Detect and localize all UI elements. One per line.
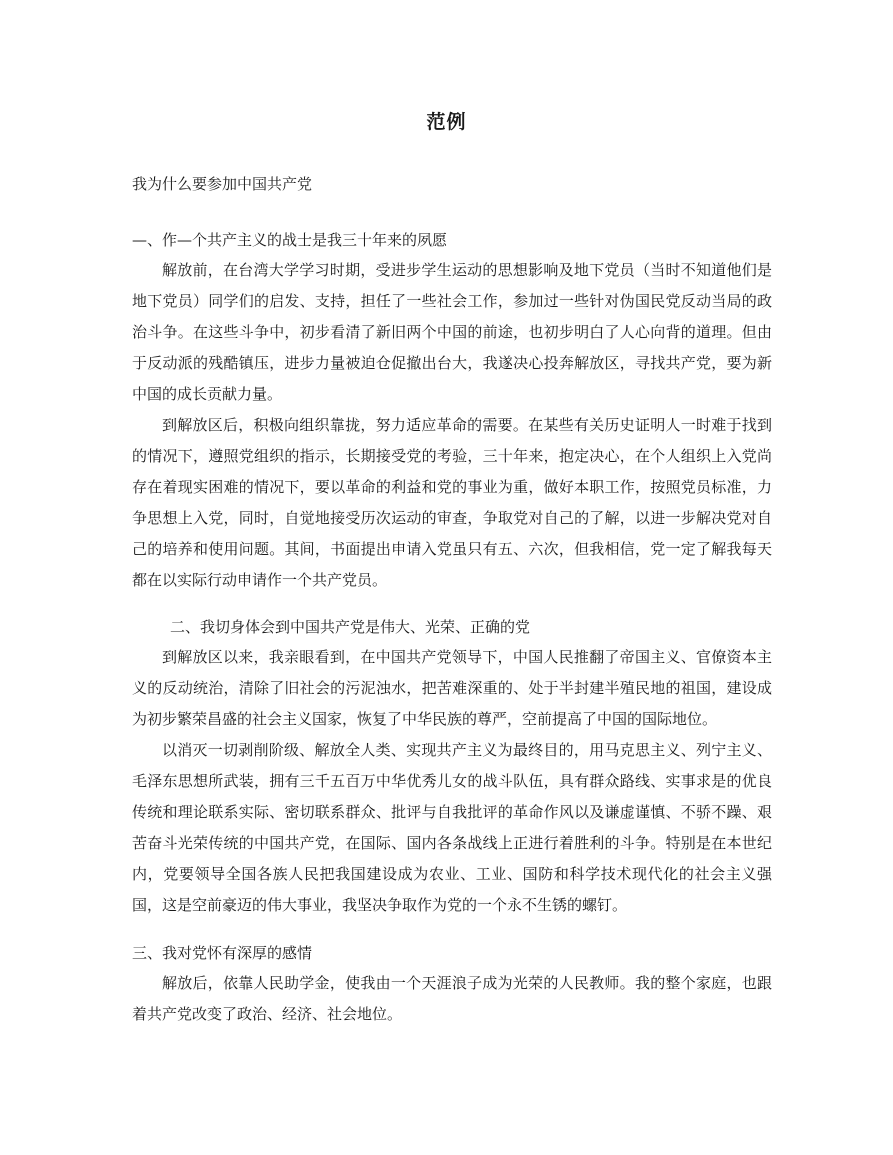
paragraph: 到解放区后，积极向组织靠拢，努力适应革命的需要。在某些有关历史证明人一时难于找到的情况下，遵照党组织的指示，长期接受党的考验，三十年来，抱定决心，在个人组织上入党尚存在着现实困难的情况下，要以革命的利益和党的事业为重，做好本职工作，按照党员标准，力争思想上入党，同时，自觉地接受历次运动的审查，争取党对自己的了解，以进一步解决党对自己的培养和使用问题。其间，书面提出申请入党虽只有五、六次，但我相信，党一定了解我每天都在以实际行动申请作一个共产党员。 [132, 416, 772, 589]
paragraph: 解放前，在台湾大学学习时期，受进步学生运动的思想影响及地下党员（当时不知道他们是地下党员）同学们的启发、支持，担任了一些社会工作，参加过一些针对伪国民党反动当局的政治斗争。在这些斗争中，初步看清了新旧两个中国的前途，也初步明白了人心向背的道理。但由于反动派的残酷镇压，进步力量被迫仓促撤出台大，我遂决心投奔解放区，寻找共产党，要为新中国的成长贡献力量。 [132, 261, 772, 403]
document-title: 范例 [426, 111, 467, 133]
paragraph: 以消灭一切剥削阶级、解放全人类、实现共产主义为最终目的，用马克思主义、列宁主义、毛泽东思想所武装，拥有三千五百万中华优秀儿女的战斗队伍，具有群众路线、实事求是的优良传统和理论联系实际、密切联系群众、批评与自我批评的革命作风以及谦虚谨慎、不骄不躁、艰苦奋斗光荣传统的中国共产党，在国际、国内各条战线上正进行着胜利的斗争。特别是在本世纪内，党要领导全国各族人民把我国建设成为农业、工业、国防和科学技术现代化的社会主义强国，这是空前豪迈的伟大事业，我坚决争取作为党的一个永不生锈的螺钉。 [132, 741, 772, 914]
section-heading: 三、我对党怀有深厚的感情 [132, 944, 313, 962]
paragraph: 到解放区以来，我亲眼看到，在中国共产党领导下，中国人民推翻了帝国主义、官僚资本主义的反动统治，清除了旧社会的污泥浊水，把苦难深重的、处于半封建半殖民地的祖国，建设成为初步繁荣昌盛的社会主义国家，恢复了中华民族的尊严，空前提高了中国的国际地位。 [132, 648, 772, 728]
document-subtitle: 我为什么要参加中国共产党 [132, 175, 313, 193]
section-2 [132, 612, 772, 921]
section-1 [132, 225, 772, 596]
section-heading: 二、我切身体会到中国共产党是伟大、光荣、正确的党 [170, 618, 531, 636]
section-heading: —、作—个共产主义的战士是我三十年来的夙愿 [132, 231, 448, 249]
section-3 [132, 938, 772, 1030]
paragraph: 解放后，依靠人民助学金，使我由一个天涯浪子成为光荣的人民教师。我的整个家庭，也跟着共产党改变了政治、经济、社会地位。 [132, 974, 772, 1023]
